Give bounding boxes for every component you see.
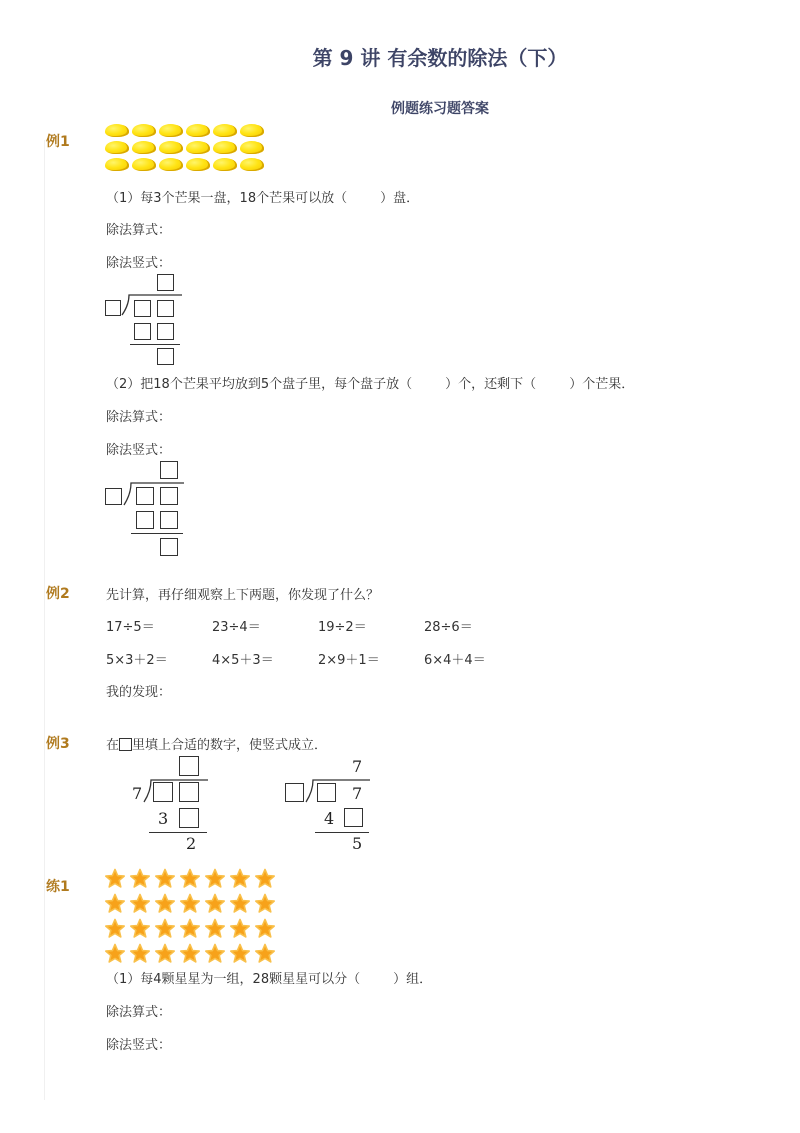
product-tens-box[interactable]	[134, 323, 151, 340]
subtraction-line	[130, 344, 180, 345]
star-icon	[254, 943, 276, 965]
vertical-division-frame-2	[104, 458, 194, 558]
star-icon	[179, 868, 201, 890]
division-formula-label-2: 除法算式：	[106, 410, 172, 425]
star-icon	[229, 943, 251, 965]
calc-23-div-4: 23÷4＝	[212, 620, 261, 635]
vertical-division-label-2: 除法竖式：	[106, 443, 172, 458]
calc-28-div-6: 28÷6＝	[424, 620, 473, 635]
remainder-box[interactable]	[160, 538, 178, 556]
mango-icon	[186, 141, 210, 154]
star-icon	[104, 868, 126, 890]
product-ones-box[interactable]	[157, 323, 174, 340]
inline-box-icon	[119, 738, 132, 751]
star-icon	[179, 918, 201, 940]
example-1-question-1: （1）每3个芒果一盘，18个芒果可以放（ ）盘．	[106, 191, 420, 206]
example-3-label: 例3	[46, 736, 70, 752]
subtraction-line	[149, 832, 207, 833]
divisor-box[interactable]	[285, 783, 304, 802]
quotient-box[interactable]	[157, 274, 174, 291]
calc-6x4-plus-4: 6×4＋4＝	[424, 653, 486, 668]
star-icon	[104, 943, 126, 965]
left-margin-rule	[44, 140, 45, 1100]
practice-1-label: 练1	[46, 879, 70, 895]
quotient-box[interactable]	[160, 461, 178, 479]
mango-icon	[213, 158, 237, 171]
remainder-value: 2	[186, 834, 197, 853]
dividend-ones-box[interactable]	[160, 487, 178, 505]
mango-icon	[159, 141, 183, 154]
star-icon	[154, 918, 176, 940]
star-icon	[204, 943, 226, 965]
product-tens-value: 4	[324, 809, 335, 828]
star-icon	[204, 868, 226, 890]
divisor-box[interactable]	[105, 488, 122, 505]
star-icon	[204, 893, 226, 915]
star-icon	[229, 868, 251, 890]
dividend-tens-box[interactable]	[153, 782, 173, 802]
star-icon	[254, 893, 276, 915]
star-icon	[254, 918, 276, 940]
mango-icon	[132, 141, 156, 154]
dividend-ones-value: 7	[352, 784, 363, 803]
example-1-label: 例1	[46, 134, 70, 150]
star-icon	[229, 918, 251, 940]
dividend-tens-box[interactable]	[317, 783, 336, 802]
star-icon	[129, 868, 151, 890]
practice-1-question-1: （1）每4颗星星为一组，28颗星星可以分（ ）组．	[106, 972, 433, 987]
division-formula-label: 除法算式：	[106, 223, 172, 238]
page-subtitle: 例题练习题答案	[391, 101, 489, 117]
divisor-value: 7	[132, 784, 143, 803]
practice-vertical-division-label: 除法竖式：	[106, 1038, 172, 1053]
star-icon	[254, 868, 276, 890]
product-tens-value: 3	[158, 809, 169, 828]
quotient-value: 7	[352, 757, 363, 776]
star-icon	[129, 893, 151, 915]
mango-icon	[186, 124, 210, 137]
star-icon	[229, 893, 251, 915]
mango-icon	[240, 158, 264, 171]
puzzle-right	[284, 754, 374, 854]
mango-icon	[105, 158, 129, 171]
star-icon	[154, 943, 176, 965]
mango-icon	[213, 124, 237, 137]
puzzle-left	[128, 754, 218, 854]
mango-icon	[159, 158, 183, 171]
calc-17-div-5: 17÷5＝	[106, 620, 155, 635]
dividend-ones-box[interactable]	[157, 300, 174, 317]
product-ones-box[interactable]	[160, 511, 178, 529]
practice-division-formula-label: 除法算式：	[106, 1005, 172, 1020]
page-title: 第 9 讲 有余数的除法（下）	[312, 46, 568, 70]
star-icon	[104, 918, 126, 940]
calc-19-div-2: 19÷2＝	[318, 620, 367, 635]
mango-icon	[105, 141, 129, 154]
mango-icon	[105, 124, 129, 137]
star-icon	[129, 918, 151, 940]
star-icon	[179, 893, 201, 915]
star-icon	[154, 893, 176, 915]
mango-icon	[213, 141, 237, 154]
mango-icon	[240, 124, 264, 137]
example-2-prompt: 先计算，再仔细观察上下两题，你发现了什么？	[106, 588, 380, 603]
remainder-box[interactable]	[157, 348, 174, 365]
remainder-value: 5	[352, 834, 363, 853]
star-icon	[179, 943, 201, 965]
my-discovery-label: 我的发现：	[106, 685, 172, 700]
product-ones-box[interactable]	[344, 808, 363, 827]
mango-icon	[132, 124, 156, 137]
star-icon	[154, 868, 176, 890]
calc-4x5-plus-3: 4×5＋3＝	[212, 653, 274, 668]
calc-2x9-plus-1: 2×9＋1＝	[318, 653, 380, 668]
mango-icon	[240, 141, 264, 154]
dividend-tens-box[interactable]	[136, 487, 154, 505]
star-grid	[104, 868, 276, 965]
star-icon	[129, 943, 151, 965]
mango-icon	[186, 158, 210, 171]
divisor-box[interactable]	[105, 300, 121, 316]
subtraction-line	[131, 533, 183, 534]
mango-icon	[159, 124, 183, 137]
calc-5x3-plus-2: 5×3＋2＝	[106, 653, 168, 668]
quotient-box[interactable]	[179, 756, 199, 776]
dividend-ones-box[interactable]	[179, 782, 199, 802]
dividend-tens-box[interactable]	[134, 300, 151, 317]
vertical-division-label: 除法竖式：	[106, 256, 172, 271]
example-3-prompt: 在 里填上合适的数字，使竖式成立．	[106, 738, 328, 753]
example-2-label: 例2	[46, 586, 70, 602]
product-tens-box[interactable]	[136, 511, 154, 529]
vertical-division-frame-1	[104, 272, 194, 368]
star-icon	[104, 893, 126, 915]
star-icon	[204, 918, 226, 940]
mango-icon	[132, 158, 156, 171]
mango-grid	[105, 124, 264, 171]
product-ones-box[interactable]	[179, 808, 199, 828]
example-1-question-2: （2）把18个芒果平均放到5个盘子里，每个盘子放（ ）个，还剩下（ ）个芒果．	[106, 377, 635, 392]
